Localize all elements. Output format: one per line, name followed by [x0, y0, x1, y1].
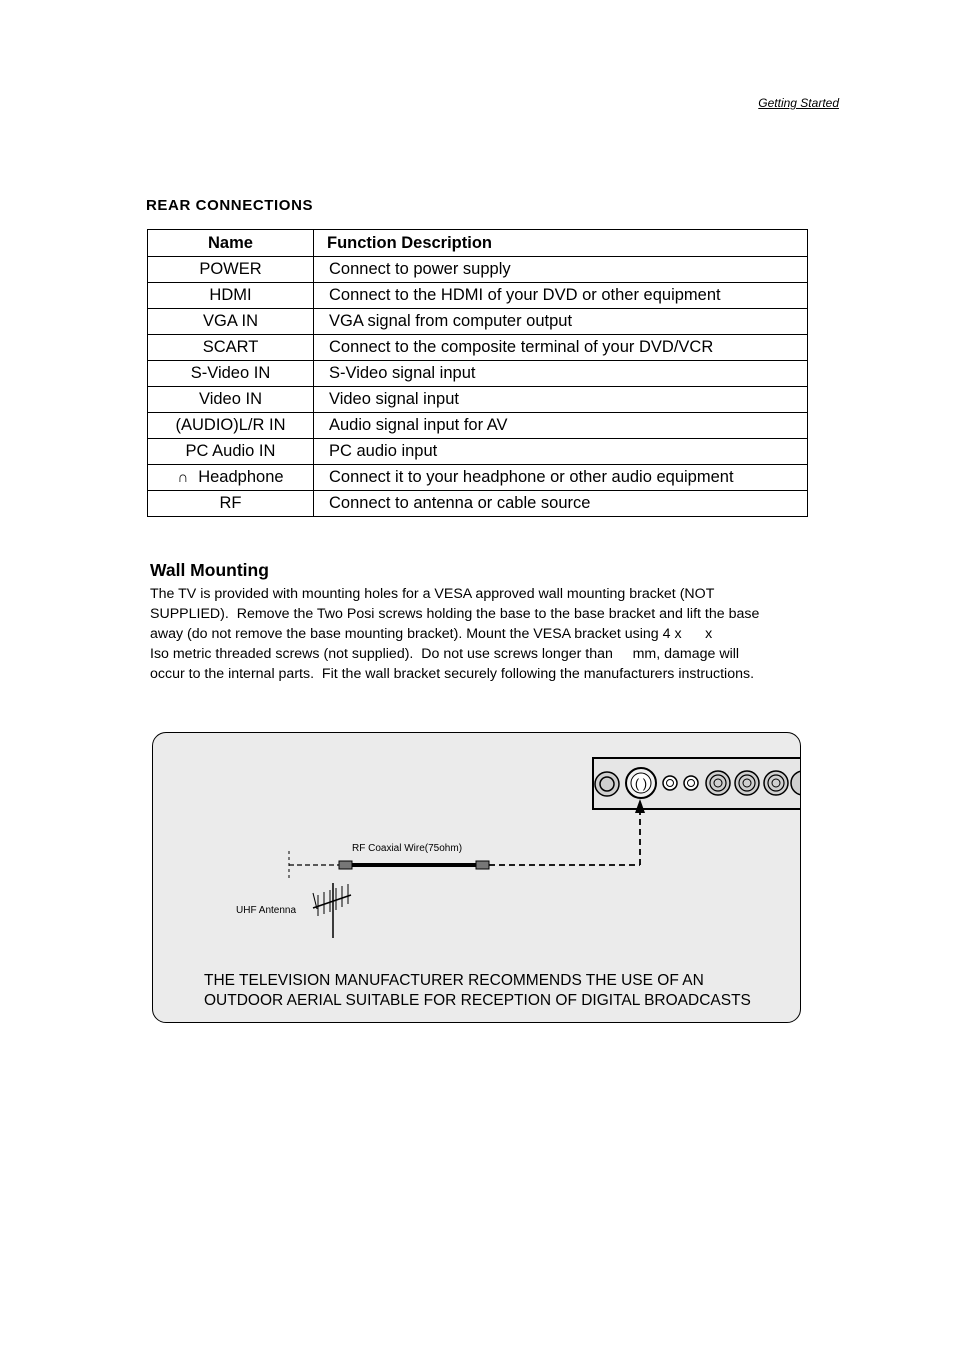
antenna-label: UHF Antenna	[236, 905, 297, 916]
connection-name: SCART	[148, 335, 314, 361]
paragraph-line: occur to the internal parts. Fit the wall bracket securely following the manufacturers instructions.	[150, 666, 755, 682]
paragraph-line: away (do not remove the base mounting bracket). Mount the VESA bracket using 4 x x	[150, 626, 713, 642]
recommendation-line: OUTDOOR AERIAL SUITABLE FOR RECEPTION OF DIGITAL BROADCASTS	[204, 991, 751, 1009]
table-row	[148, 335, 808, 361]
rf-cable	[289, 799, 645, 880]
table-header-row	[148, 230, 808, 257]
paragraph-line: SUPPLIED). Remove the Two Posi screws holding the base to the base bracket and lift the base	[150, 606, 760, 622]
table-row	[148, 283, 808, 309]
connection-name: S-Video IN	[148, 361, 314, 387]
connection-description: PC audio input	[314, 439, 808, 465]
connection-description: S-Video signal input	[314, 361, 808, 387]
connection-name-headphone	[148, 465, 314, 491]
connection-name: HDMI	[148, 283, 314, 309]
recommendation-line: THE TELEVISION MANUFACTURER RECOMMENDS THE USE OF AN	[204, 972, 704, 989]
connection-description: Audio signal input for AV	[314, 413, 808, 439]
headphone-icon: ∩	[177, 469, 189, 486]
table-row	[148, 439, 808, 465]
port-rca-3	[764, 771, 788, 795]
port-small-1	[663, 776, 677, 790]
connection-description: VGA signal from computer output	[314, 309, 808, 335]
column-header-function: Function Description	[314, 230, 808, 257]
wall-mounting-text	[150, 584, 810, 684]
connection-description: Connect to power supply	[314, 257, 808, 283]
rear-connections-title: REAR CONNECTIONS	[146, 197, 314, 214]
connection-name: VGA IN	[148, 309, 314, 335]
connection-description: Connect to antenna or cable source	[314, 491, 808, 517]
port-rca-2	[735, 771, 759, 795]
connection-description: Connect to the composite terminal of your DVD/VCR	[314, 335, 808, 361]
table-row	[148, 361, 808, 387]
table-row	[148, 309, 808, 335]
svg-text:( ): ( )	[634, 776, 648, 791]
wall-mounting-title: Wall Mounting	[150, 560, 269, 580]
port-rca-1	[706, 771, 730, 795]
aerial-recommendation	[204, 971, 751, 1010]
table-row	[148, 465, 808, 491]
connection-name: Video IN	[148, 387, 314, 413]
table-row	[148, 257, 808, 283]
port-rf	[626, 768, 656, 798]
table-row	[148, 491, 808, 517]
cable-label: RF Coaxial Wire(75ohm)	[352, 843, 463, 854]
column-header-name: Name	[148, 230, 314, 257]
connection-description: Video signal input	[314, 387, 808, 413]
antenna-connection-diagram	[152, 732, 801, 1023]
connection-description: Connect to the HDMI of your DVD or other equipment	[314, 283, 808, 309]
port-small-2	[684, 776, 698, 790]
connection-name: (AUDIO)L/R IN	[148, 413, 314, 439]
tv-rear-panel	[593, 758, 800, 809]
connection-description: Connect it to your headphone or other audio equipment	[314, 465, 808, 491]
paragraph-line: Iso metric threaded screws (not supplied). Do not use screws longer than mm, damage will	[150, 646, 740, 662]
connection-name: Headphone	[198, 468, 284, 486]
port-scart-partial	[595, 772, 619, 796]
table-row	[148, 413, 808, 439]
section-header: Getting Started	[758, 96, 839, 110]
connection-name: POWER	[148, 257, 314, 283]
uhf-antenna-icon	[313, 883, 351, 938]
rear-connections-table	[147, 229, 808, 517]
paragraph-line: The TV is provided with mounting holes for a VESA approved wall mounting bracket (NOT	[150, 586, 715, 602]
connection-name: RF	[148, 491, 314, 517]
connection-name: PC Audio IN	[148, 439, 314, 465]
table-row	[148, 387, 808, 413]
